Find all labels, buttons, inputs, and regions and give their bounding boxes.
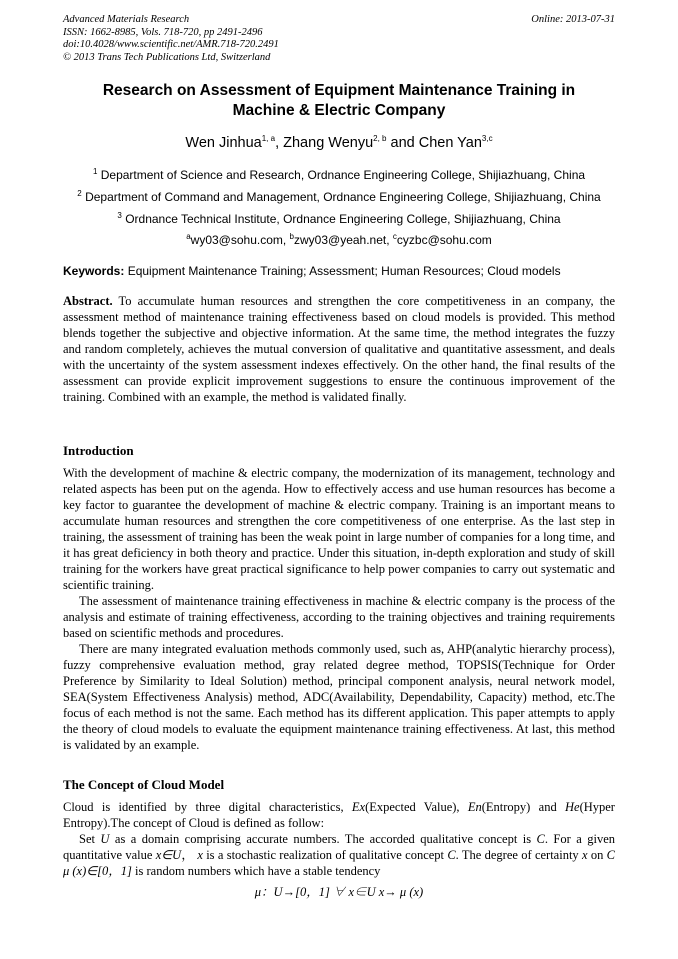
paragraph: The assessment of maintenance training effectiveness in machine & electric company is the process of the analysis and estimate of training effectiveness, according to the training objectives and training requirements based on scientific methods and procedures. bbox=[63, 594, 615, 640]
abstract-text: To accumulate human resources and strengthen the core competitiveness in an company, the assessment method of maintenance training effectiveness based on cloud models is provided. This method blends together the subjective and objective information. At the same time, the method integrates the fuzzy and random completely, achieves the mutual conversion of qualitative and quantitative assessment, and deals with the uncertainty of the system assessment indexes effectively. On the other hand, the final results of the assessment can provide explicit improvement suggestions to ensure the continuous improvement of the training. Combined with an example, the method is validated finally. bbox=[63, 294, 615, 404]
affiliation-3 bbox=[40, 208, 638, 227]
affiliation-number: 1 bbox=[92, 167, 98, 176]
affiliation-2 bbox=[40, 186, 638, 205]
symbol-ex: Ex bbox=[351, 800, 366, 814]
title-line-2: Machine & Electric Company bbox=[232, 102, 446, 119]
affiliation-number: 3 bbox=[117, 211, 122, 220]
doi-line: doi:10.4028/www.scientific.net/AMR.718-720.2491 bbox=[63, 39, 279, 50]
section-heading-introduction: Introduction bbox=[63, 443, 134, 458]
author-1-affil: 1, a bbox=[261, 134, 276, 143]
symbol-c: C bbox=[606, 848, 616, 862]
text-run: (Expected Value), bbox=[365, 800, 468, 814]
symbol-x: x bbox=[581, 848, 588, 862]
author-emails bbox=[63, 229, 615, 248]
paragraph: There are many integrated evaluation methods commonly used, such as, AHP(analytic hierarchy process), fuzzy comprehensive evaluation method, gray related degree method, TOPSIS(Technique for Order Preference by Similarity to Ideal Solution) method, principal component analysis, neural network model, SEA(System Effectiveness Analysis) method, ADC(Availability, Dependability, Capacity) method, etc.The focus of each method is not the same. Each method has its different application. This paper attempts to apply the theory of cloud models to evaluate the equipment maintenance training effectiveness. At last, this method is validated by an example. bbox=[63, 642, 615, 752]
journal-name: Advanced Materials Research bbox=[63, 14, 190, 25]
text-run: . The degree of certainty bbox=[455, 848, 582, 862]
text-run: Cloud is identified by three digital characteristics, bbox=[63, 800, 352, 814]
symbol-en: En bbox=[467, 800, 482, 814]
symbol-u: U bbox=[100, 832, 110, 846]
symbol-he: He bbox=[564, 800, 580, 814]
author-3: Chen Yan bbox=[418, 134, 482, 151]
symbol-c: C bbox=[536, 832, 545, 846]
text-run: (Hyper Entropy).The concept of Cloud is defined as follow: bbox=[63, 800, 615, 830]
text-run: is a stochastic realization of qualitative concept bbox=[202, 848, 448, 862]
abstract-label: Abstract. bbox=[63, 294, 113, 308]
journal-header bbox=[63, 14, 615, 64]
affiliation-text: Department of Command and Management, Ordnance Engineering College, Shijiazhuang, China bbox=[81, 190, 601, 204]
author-separator: , bbox=[275, 134, 284, 151]
symbol-x-in-u: x∈U bbox=[155, 848, 182, 862]
author-3-affil: 3,c bbox=[481, 134, 493, 143]
email-marker: b bbox=[289, 232, 294, 241]
introduction-body bbox=[63, 465, 615, 753]
paragraph bbox=[63, 799, 615, 831]
abstract bbox=[63, 293, 615, 405]
affiliation-1 bbox=[40, 164, 638, 183]
text-run: . For a given quantitative value bbox=[63, 832, 615, 862]
paragraph bbox=[63, 831, 615, 879]
email-marker: a bbox=[186, 232, 191, 241]
symbol-c: C bbox=[447, 848, 456, 862]
affiliation-text: Department of Science and Research, Ordnance Engineering College, Shijiazhuang, China bbox=[97, 168, 586, 182]
keywords-label: Keywords: bbox=[63, 264, 125, 278]
email-a: wy03@sohu.com, bbox=[190, 233, 290, 247]
text-run: is random numbers which have a stable tendency bbox=[131, 864, 381, 878]
symbol-mu-range: μ (x)∈[0，1] bbox=[63, 864, 132, 878]
author-1: Wen Jinhua bbox=[185, 134, 262, 151]
paper-title bbox=[63, 81, 615, 121]
author-2-affil: 2, b bbox=[373, 134, 387, 143]
text-run: on bbox=[587, 848, 607, 862]
affiliation-number: 2 bbox=[77, 189, 82, 198]
online-date: Online: 2013-07-31 bbox=[531, 14, 615, 25]
symbol-x: x bbox=[197, 848, 203, 862]
section-heading-cloud-model: The Concept of Cloud Model bbox=[63, 777, 225, 792]
text-run: ， bbox=[181, 848, 198, 862]
affiliation-text: Ordnance Technical Institute, Ordnance Engineering College, Shijiazhuang, China bbox=[121, 212, 561, 226]
author-separator: and bbox=[386, 134, 419, 151]
text-run: Set bbox=[79, 832, 101, 846]
text-run: (Entropy) and bbox=[481, 800, 565, 814]
keywords-text: Equipment Maintenance Training; Assessment; Human Resources; Cloud models bbox=[124, 264, 561, 278]
author-2: Zhang Wenyu bbox=[283, 134, 374, 151]
issn-line: ISSN: 1662-8985, Vols. 718-720, pp 2491-2496 bbox=[63, 26, 263, 38]
email-marker: c bbox=[392, 232, 397, 241]
membership-formula: μ：U→[0，1] ∀ x∈U x→ μ (x) bbox=[254, 885, 424, 899]
copyright-line: © 2013 Trans Tech Publications Ltd, Switzerland bbox=[63, 51, 271, 63]
email-b: zwy03@yeah.net, bbox=[294, 233, 393, 247]
author-list bbox=[63, 130, 615, 152]
title-line-1: Research on Assessment of Equipment Maintenance Training in bbox=[102, 82, 576, 99]
email-c: cyzbc@sohu.com bbox=[396, 233, 492, 247]
text-run: as a domain comprising accurate numbers. The accorded qualitative concept is bbox=[109, 832, 537, 846]
paragraph: With the development of machine & electric company, the modernization of its management, technology and related aspects has been put on the agenda. How to effectively access and use human resources has become a key factor to guarantee the development of machine & electric company. Training is an important means to accumulate human resources and strengthen the core competitiveness of one enterprise. As the last step in training, the assessment of training has been the weak point in large number of companies for a long time, and it has great deficiency in both theory and practice. Under this situation, in-depth exploration and study of skill training for the workers have great practical significance to help power companies to carry out systematic and scientific training. bbox=[63, 466, 615, 592]
keywords bbox=[63, 264, 623, 279]
cloud-model-body bbox=[63, 799, 615, 879]
